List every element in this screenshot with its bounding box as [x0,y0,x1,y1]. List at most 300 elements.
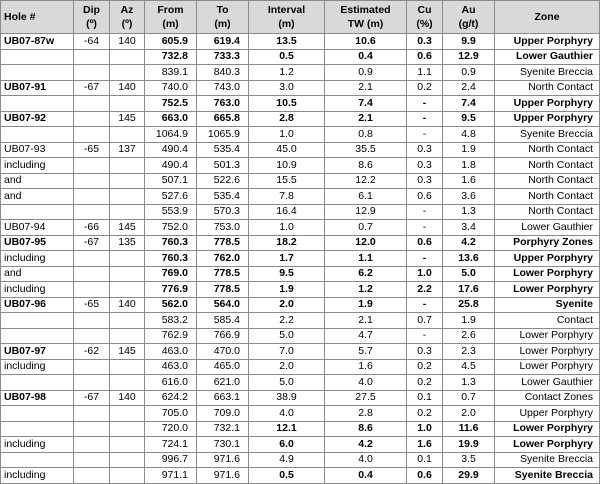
from-cell: 527.6 [145,189,197,205]
au-cell: 2.4 [443,80,495,96]
zone-cell: North Contact [495,173,600,189]
hole-cell [1,127,74,143]
au-cell: 4.8 [443,127,495,143]
zone-cell: Lower Porphyry [495,266,600,282]
hole-cell [1,452,74,468]
hole-cell: including [1,251,74,267]
hole-cell: UB07-92 [1,111,74,127]
from-cell: 971.1 [145,468,197,484]
dip-cell: -67 [74,80,110,96]
hole-cell: UB07-95 [1,235,74,251]
hole-cell [1,328,74,344]
az-cell: 137 [110,142,145,158]
hole-cell: including [1,437,74,453]
to-cell: 470.0 [197,344,249,360]
au-cell: 1.3 [443,204,495,220]
au-cell: 1.8 [443,158,495,174]
col-header-dip: Dip (º) [74,1,110,34]
cu-cell: 1.0 [407,421,443,437]
interval-cell: 16.4 [249,204,325,220]
az-cell: 145 [110,220,145,236]
zone-cell: North Contact [495,158,600,174]
table-row [1,142,600,158]
hole-cell: UB07-97 [1,344,74,360]
cu-cell: 0.2 [407,406,443,422]
to-cell: 535.4 [197,189,249,205]
table-row [1,390,600,406]
to-cell: 971.6 [197,452,249,468]
dip-cell [74,328,110,344]
zone-cell: Upper Porphyry [495,111,600,127]
tw-cell: 12.9 [325,204,407,220]
cu-cell: 0.3 [407,142,443,158]
zone-cell: Syenite Breccia [495,127,600,143]
dip-cell [74,96,110,112]
to-cell: 778.5 [197,282,249,298]
tw-cell: 4.2 [325,437,407,453]
dip-cell: -65 [74,142,110,158]
to-cell: 1065.9 [197,127,249,143]
interval-cell: 15.5 [249,173,325,189]
tw-cell: 0.4 [325,468,407,484]
col-header-to: To (m) [197,1,249,34]
au-cell: 25.8 [443,297,495,313]
hole-cell [1,406,74,422]
from-cell: 760.3 [145,251,197,267]
interval-cell: 9.5 [249,266,325,282]
zone-cell: Syenite [495,297,600,313]
interval-cell: 1.0 [249,220,325,236]
from-cell: 996.7 [145,452,197,468]
dip-cell: -67 [74,390,110,406]
az-cell [110,173,145,189]
dip-cell [74,204,110,220]
interval-cell: 2.0 [249,297,325,313]
zone-cell: Syenite Breccia [495,65,600,81]
interval-cell: 4.0 [249,406,325,422]
au-cell: 1.3 [443,375,495,391]
dip-cell [74,452,110,468]
from-cell: 839.1 [145,65,197,81]
tw-cell: 2.1 [325,80,407,96]
interval-cell: 1.7 [249,251,325,267]
dip-cell [74,468,110,484]
zone-cell: Upper Porphyry [495,96,600,112]
dip-cell [74,111,110,127]
from-cell: 752.0 [145,220,197,236]
cu-cell: - [407,111,443,127]
tw-cell: 1.9 [325,297,407,313]
interval-cell: 12.1 [249,421,325,437]
cu-cell: - [407,127,443,143]
from-cell: 490.4 [145,142,197,158]
az-cell [110,421,145,437]
dip-cell: -62 [74,344,110,360]
table-row [1,189,600,205]
from-cell: 752.5 [145,96,197,112]
dip-cell [74,437,110,453]
cu-cell: 0.2 [407,375,443,391]
zone-cell: North Contact [495,204,600,220]
table-row [1,468,600,484]
dip-cell: -65 [74,297,110,313]
cu-cell: 0.1 [407,452,443,468]
dip-cell [74,49,110,65]
au-cell: 13.6 [443,251,495,267]
dip-cell [74,266,110,282]
au-cell: 2.6 [443,328,495,344]
col-header-interval: Interval (m) [249,1,325,34]
au-cell: 12.9 [443,49,495,65]
au-cell: 4.5 [443,359,495,375]
from-cell: 624.2 [145,390,197,406]
cu-cell: 0.3 [407,158,443,174]
to-cell: 570.3 [197,204,249,220]
from-cell: 720.0 [145,421,197,437]
to-cell: 522.6 [197,173,249,189]
col-header-az: Az (º) [110,1,145,34]
from-cell: 762.9 [145,328,197,344]
interval-cell: 5.0 [249,328,325,344]
tw-cell: 2.1 [325,111,407,127]
zone-cell: Lower Gauthier [495,375,600,391]
table-row [1,344,600,360]
zone-cell: Contact Zones [495,390,600,406]
table-row [1,235,600,251]
cu-cell: 0.3 [407,344,443,360]
to-cell: 663.1 [197,390,249,406]
zone-cell: Upper Porphyry [495,251,600,267]
az-cell [110,189,145,205]
zone-cell: Syenite Breccia [495,468,600,484]
cu-cell: 0.7 [407,313,443,329]
hole-cell: including [1,282,74,298]
to-cell: 619.4 [197,34,249,50]
az-cell: 140 [110,80,145,96]
col-header-zone: Zone [495,1,600,34]
hole-cell: including [1,359,74,375]
table-row [1,49,600,65]
cu-cell: 0.6 [407,468,443,484]
az-cell: 145 [110,111,145,127]
cu-cell: 0.1 [407,390,443,406]
col-header-cu: Cu (%) [407,1,443,34]
au-cell: 11.6 [443,421,495,437]
dip-cell [74,282,110,298]
zone-cell: Upper Porphyry [495,34,600,50]
au-cell: 3.6 [443,189,495,205]
hole-cell: UB07-87w [1,34,74,50]
tw-cell: 5.7 [325,344,407,360]
az-cell: 140 [110,34,145,50]
tw-cell: 2.1 [325,313,407,329]
interval-cell: 0.5 [249,49,325,65]
tw-cell: 12.0 [325,235,407,251]
hole-cell: and [1,173,74,189]
hole-cell: UB07-91 [1,80,74,96]
interval-cell: 1.2 [249,65,325,81]
table-row [1,375,600,391]
zone-cell: North Contact [495,142,600,158]
tw-cell: 4.0 [325,452,407,468]
dip-cell [74,421,110,437]
az-cell [110,96,145,112]
table-row [1,127,600,143]
cu-cell: 1.6 [407,437,443,453]
tw-cell: 6.2 [325,266,407,282]
to-cell: 778.5 [197,235,249,251]
au-cell: 19.9 [443,437,495,453]
zone-cell: Lower Porphyry [495,437,600,453]
az-cell [110,328,145,344]
hole-cell: UB07-96 [1,297,74,313]
col-header-from: From (m) [145,1,197,34]
hole-cell: UB07-94 [1,220,74,236]
from-cell: 760.3 [145,235,197,251]
az-cell [110,65,145,81]
from-cell: 705.0 [145,406,197,422]
interval-cell: 38.9 [249,390,325,406]
tw-cell: 35.5 [325,142,407,158]
au-cell: 1.6 [443,173,495,189]
interval-cell: 13.5 [249,34,325,50]
cu-cell: 0.3 [407,173,443,189]
col-header-estimated-tw: Estimated TW (m) [325,1,407,34]
dip-cell: -67 [74,235,110,251]
dip-cell [74,158,110,174]
cu-cell: 0.6 [407,235,443,251]
az-cell [110,127,145,143]
table-row [1,34,600,50]
az-cell [110,406,145,422]
to-cell: 465.0 [197,359,249,375]
hole-cell [1,204,74,220]
to-cell: 665.8 [197,111,249,127]
table-row [1,452,600,468]
interval-cell: 1.9 [249,282,325,298]
cu-cell: - [407,96,443,112]
col-header-hole: Hole # [1,1,74,34]
au-cell: 3.4 [443,220,495,236]
hole-cell: UB07-93 [1,142,74,158]
tw-cell: 0.8 [325,127,407,143]
au-cell: 2.3 [443,344,495,360]
zone-cell: Porphyry Zones [495,235,600,251]
az-cell: 140 [110,390,145,406]
from-cell: 740.0 [145,80,197,96]
to-cell: 709.0 [197,406,249,422]
from-cell: 616.0 [145,375,197,391]
az-cell [110,375,145,391]
az-cell [110,251,145,267]
tw-cell: 4.0 [325,375,407,391]
zone-cell: North Contact [495,189,600,205]
tw-cell: 7.4 [325,96,407,112]
to-cell: 730.1 [197,437,249,453]
dip-cell [74,173,110,189]
hole-cell [1,65,74,81]
interval-cell: 3.0 [249,80,325,96]
au-cell: 0.7 [443,390,495,406]
table-row [1,406,600,422]
to-cell: 743.0 [197,80,249,96]
cu-cell: - [407,251,443,267]
az-cell [110,204,145,220]
to-cell: 585.4 [197,313,249,329]
hole-cell [1,96,74,112]
au-cell: 1.9 [443,142,495,158]
tw-cell: 12.2 [325,173,407,189]
table-row [1,266,600,282]
cu-cell: 1.0 [407,266,443,282]
interval-cell: 2.8 [249,111,325,127]
table-row [1,158,600,174]
au-cell: 3.5 [443,452,495,468]
au-cell: 17.6 [443,282,495,298]
from-cell: 724.1 [145,437,197,453]
table-row [1,297,600,313]
cu-cell: - [407,204,443,220]
from-cell: 463.0 [145,359,197,375]
table-header-row [1,1,600,34]
zone-cell: Lower Porphyry [495,344,600,360]
table-row [1,220,600,236]
cu-cell: 0.3 [407,34,443,50]
table-row [1,282,600,298]
tw-cell: 0.7 [325,220,407,236]
zone-cell: Upper Porphyry [495,406,600,422]
table-row [1,65,600,81]
tw-cell: 4.7 [325,328,407,344]
from-cell: 583.2 [145,313,197,329]
from-cell: 490.4 [145,158,197,174]
dip-cell [74,406,110,422]
zone-cell: Contact [495,313,600,329]
hole-cell: including [1,158,74,174]
az-cell [110,359,145,375]
au-cell: 0.9 [443,65,495,81]
to-cell: 778.5 [197,266,249,282]
dip-cell [74,251,110,267]
az-cell [110,313,145,329]
interval-cell: 1.0 [249,127,325,143]
from-cell: 769.0 [145,266,197,282]
tw-cell: 1.2 [325,282,407,298]
col-header-au: Au (g/t) [443,1,495,34]
zone-cell: Syenite Breccia [495,452,600,468]
az-cell [110,266,145,282]
interval-cell: 4.9 [249,452,325,468]
hole-cell: and [1,266,74,282]
hole-cell [1,421,74,437]
interval-cell: 18.2 [249,235,325,251]
from-cell: 663.0 [145,111,197,127]
to-cell: 501.3 [197,158,249,174]
table-row [1,80,600,96]
tw-cell: 2.8 [325,406,407,422]
interval-cell: 5.0 [249,375,325,391]
az-cell [110,452,145,468]
zone-cell: Lower Porphyry [495,328,600,344]
az-cell [110,49,145,65]
to-cell: 840.3 [197,65,249,81]
dip-cell [74,359,110,375]
interval-cell: 2.0 [249,359,325,375]
au-cell: 1.9 [443,313,495,329]
au-cell: 2.0 [443,406,495,422]
to-cell: 535.4 [197,142,249,158]
interval-cell: 45.0 [249,142,325,158]
zone-cell: Lower Gauthier [495,220,600,236]
from-cell: 553.9 [145,204,197,220]
from-cell: 605.9 [145,34,197,50]
hole-cell: UB07-98 [1,390,74,406]
tw-cell: 27.5 [325,390,407,406]
table-row [1,437,600,453]
cu-cell: 1.1 [407,65,443,81]
to-cell: 732.1 [197,421,249,437]
interval-cell: 7.8 [249,189,325,205]
to-cell: 971.6 [197,468,249,484]
cu-cell: - [407,328,443,344]
from-cell: 732.8 [145,49,197,65]
table-row [1,173,600,189]
table-row [1,96,600,112]
zone-cell: Lower Porphyry [495,359,600,375]
dip-cell [74,65,110,81]
to-cell: 564.0 [197,297,249,313]
zone-cell: Lower Porphyry [495,421,600,437]
dip-cell [74,189,110,205]
tw-cell: 10.6 [325,34,407,50]
from-cell: 562.0 [145,297,197,313]
interval-cell: 7.0 [249,344,325,360]
az-cell [110,282,145,298]
dip-cell [74,127,110,143]
table-row [1,111,600,127]
zone-cell: North Contact [495,80,600,96]
to-cell: 621.0 [197,375,249,391]
tw-cell: 8.6 [325,421,407,437]
interval-cell: 0.5 [249,468,325,484]
au-cell: 9.9 [443,34,495,50]
dip-cell: -64 [74,34,110,50]
au-cell: 4.2 [443,235,495,251]
to-cell: 762.0 [197,251,249,267]
tw-cell: 0.9 [325,65,407,81]
hole-cell: including [1,468,74,484]
to-cell: 733.3 [197,49,249,65]
interval-cell: 10.5 [249,96,325,112]
az-cell [110,158,145,174]
tw-cell: 6.1 [325,189,407,205]
zone-cell: Lower Gauthier [495,49,600,65]
au-cell: 7.4 [443,96,495,112]
az-cell: 140 [110,297,145,313]
dip-cell [74,375,110,391]
az-cell: 135 [110,235,145,251]
az-cell [110,468,145,484]
table-row [1,359,600,375]
cu-cell: 2.2 [407,282,443,298]
az-cell: 145 [110,344,145,360]
tw-cell: 1.1 [325,251,407,267]
au-cell: 9.5 [443,111,495,127]
interval-cell: 2.2 [249,313,325,329]
tw-cell: 1.6 [325,359,407,375]
from-cell: 1064.9 [145,127,197,143]
to-cell: 766.9 [197,328,249,344]
